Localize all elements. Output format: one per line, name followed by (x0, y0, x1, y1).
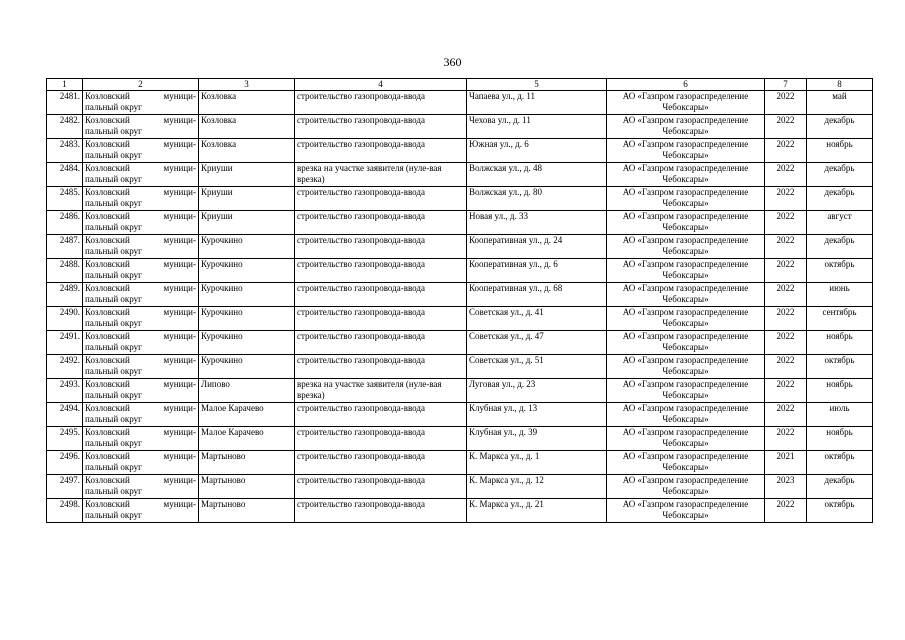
year-cell: 2022 (765, 235, 807, 259)
locality-cell: Криуши (199, 211, 295, 235)
locality-cell: Мартыново (199, 499, 295, 523)
work-type-cell: строительство газопровода-ввода (295, 331, 467, 355)
organization-cell: АО «Газпром газораспределение Чебоксары» (607, 475, 765, 499)
district-cell: Козловский муници-пальный округ (83, 211, 199, 235)
row-number: 2483. (47, 139, 83, 163)
row-number: 2489. (47, 283, 83, 307)
column-header-7: 7 (765, 79, 807, 91)
address-cell: К. Маркса ул., д. 21 (467, 499, 607, 523)
district-cell: Козловский муници-пальный округ (83, 331, 199, 355)
row-number: 2497. (47, 475, 83, 499)
locality-cell: Малое Карачево (199, 427, 295, 451)
address-cell: Луговая ул., д. 23 (467, 379, 607, 403)
organization-cell: АО «Газпром газораспределение Чебоксары» (607, 91, 765, 115)
table-body (47, 91, 873, 523)
row-number: 2488. (47, 259, 83, 283)
locality-cell: Козловка (199, 91, 295, 115)
district-cell: Козловский муници-пальный округ (83, 307, 199, 331)
organization-cell: АО «Газпром газораспределение Чебоксары» (607, 379, 765, 403)
table-row (47, 211, 873, 235)
work-type-cell: строительство газопровода-ввода (295, 211, 467, 235)
row-number: 2482. (47, 115, 83, 139)
work-type-cell: строительство газопровода-ввода (295, 451, 467, 475)
district-cell: Козловский муници-пальный округ (83, 115, 199, 139)
address-cell: Советская ул., д. 47 (467, 331, 607, 355)
year-cell: 2022 (765, 139, 807, 163)
address-cell: Кооперативная ул., д. 24 (467, 235, 607, 259)
district-cell: Козловский муници-пальный округ (83, 139, 199, 163)
address-cell: Кооперативная ул., д. 6 (467, 259, 607, 283)
work-type-cell: строительство газопровода-ввода (295, 235, 467, 259)
table-row (47, 115, 873, 139)
locality-cell: Малое Карачево (199, 403, 295, 427)
column-header-3: 3 (199, 79, 295, 91)
locality-cell: Козловка (199, 139, 295, 163)
month-cell: ноябрь (807, 139, 873, 163)
address-cell: Советская ул., д. 51 (467, 355, 607, 379)
work-type-cell: строительство газопровода-ввода (295, 499, 467, 523)
organization-cell: АО «Газпром газораспределение Чебоксары» (607, 187, 765, 211)
work-type-cell: строительство газопровода-ввода (295, 403, 467, 427)
year-cell: 2022 (765, 499, 807, 523)
table-row (47, 187, 873, 211)
column-header-1: 1 (47, 79, 83, 91)
organization-cell: АО «Газпром газораспределение Чебоксары» (607, 499, 765, 523)
work-type-cell: строительство газопровода-ввода (295, 355, 467, 379)
district-cell: Козловский муници-пальный округ (83, 283, 199, 307)
year-cell: 2022 (765, 379, 807, 403)
locality-cell: Криуши (199, 187, 295, 211)
work-type-cell: строительство газопровода-ввода (295, 259, 467, 283)
header-row (47, 79, 873, 91)
table-header (47, 79, 873, 91)
month-cell: ноябрь (807, 331, 873, 355)
row-number: 2493. (47, 379, 83, 403)
district-cell: Козловский муници-пальный округ (83, 355, 199, 379)
work-type-cell: строительство газопровода-ввода (295, 187, 467, 211)
row-number: 2486. (47, 211, 83, 235)
column-header-5: 5 (467, 79, 607, 91)
row-number: 2481. (47, 91, 83, 115)
work-type-cell: строительство газопровода-ввода (295, 475, 467, 499)
month-cell: октябрь (807, 451, 873, 475)
table-row (47, 283, 873, 307)
work-type-cell: строительство газопровода-ввода (295, 283, 467, 307)
locality-cell: Мартыново (199, 475, 295, 499)
table-row (47, 403, 873, 427)
table-row (47, 427, 873, 451)
month-cell: июнь (807, 283, 873, 307)
organization-cell: АО «Газпром газораспределение Чебоксары» (607, 139, 765, 163)
year-cell: 2022 (765, 283, 807, 307)
year-cell: 2022 (765, 115, 807, 139)
table-row (47, 259, 873, 283)
organization-cell: АО «Газпром газораспределение Чебоксары» (607, 283, 765, 307)
month-cell: ноябрь (807, 427, 873, 451)
organization-cell: АО «Газпром газораспределение Чебоксары» (607, 259, 765, 283)
month-cell: октябрь (807, 499, 873, 523)
month-cell: июль (807, 403, 873, 427)
organization-cell: АО «Газпром газораспределение Чебоксары» (607, 115, 765, 139)
year-cell: 2022 (765, 331, 807, 355)
locality-cell: Мартыново (199, 451, 295, 475)
address-cell: Кооперативная ул., д. 68 (467, 283, 607, 307)
locality-cell: Курочкино (199, 307, 295, 331)
work-type-cell: строительство газопровода-ввода (295, 91, 467, 115)
month-cell: декабрь (807, 163, 873, 187)
work-type-cell: врезка на участке заявителя (нуле-вая врезка) (295, 379, 467, 403)
year-cell: 2022 (765, 403, 807, 427)
locality-cell: Курочкино (199, 355, 295, 379)
district-cell: Козловский муници-пальный округ (83, 379, 199, 403)
month-cell: декабрь (807, 235, 873, 259)
work-type-cell: строительство газопровода-ввода (295, 307, 467, 331)
row-number: 2498. (47, 499, 83, 523)
address-cell: Клубная ул., д. 39 (467, 427, 607, 451)
locality-cell: Липово (199, 379, 295, 403)
year-cell: 2022 (765, 163, 807, 187)
table-row (47, 475, 873, 499)
district-cell: Козловский муници-пальный округ (83, 163, 199, 187)
address-cell: Волжская ул., д. 80 (467, 187, 607, 211)
address-cell: К. Маркса ул., д. 12 (467, 475, 607, 499)
work-type-cell: врезка на участке заявителя (нуле-вая врезка) (295, 163, 467, 187)
district-cell: Козловский муници-пальный округ (83, 187, 199, 211)
gasification-registry-table (46, 78, 873, 523)
month-cell: сентябрь (807, 307, 873, 331)
work-type-cell: строительство газопровода-ввода (295, 139, 467, 163)
year-cell: 2022 (765, 187, 807, 211)
table-row (47, 235, 873, 259)
year-cell: 2022 (765, 91, 807, 115)
organization-cell: АО «Газпром газораспределение Чебоксары» (607, 307, 765, 331)
month-cell: декабрь (807, 475, 873, 499)
district-cell: Козловский муници-пальный округ (83, 451, 199, 475)
row-number: 2485. (47, 187, 83, 211)
month-cell: май (807, 91, 873, 115)
table-row (47, 379, 873, 403)
column-header-2: 2 (83, 79, 199, 91)
year-cell: 2021 (765, 451, 807, 475)
district-cell: Козловский муници-пальный округ (83, 499, 199, 523)
table-row (47, 91, 873, 115)
address-cell: Клубная ул., д. 13 (467, 403, 607, 427)
year-cell: 2022 (765, 355, 807, 379)
year-cell: 2022 (765, 211, 807, 235)
year-cell: 2022 (765, 259, 807, 283)
district-cell: Козловский муници-пальный округ (83, 475, 199, 499)
month-cell: декабрь (807, 187, 873, 211)
table-row (47, 163, 873, 187)
page-number: 360 (443, 55, 462, 69)
table-row (47, 307, 873, 331)
table-row (47, 451, 873, 475)
row-number: 2492. (47, 355, 83, 379)
locality-cell: Криуши (199, 163, 295, 187)
address-cell: Новая ул., д. 33 (467, 211, 607, 235)
organization-cell: АО «Газпром газораспределение Чебоксары» (607, 403, 765, 427)
table-row (47, 331, 873, 355)
locality-cell: Курочкино (199, 235, 295, 259)
organization-cell: АО «Газпром газораспределение Чебоксары» (607, 163, 765, 187)
district-cell: Козловский муници-пальный округ (83, 235, 199, 259)
column-header-8: 8 (807, 79, 873, 91)
locality-cell: Курочкино (199, 283, 295, 307)
district-cell: Козловский муници-пальный округ (83, 403, 199, 427)
work-type-cell: строительство газопровода-ввода (295, 427, 467, 451)
organization-cell: АО «Газпром газораспределение Чебоксары» (607, 427, 765, 451)
organization-cell: АО «Газпром газораспределение Чебоксары» (607, 235, 765, 259)
row-number: 2487. (47, 235, 83, 259)
row-number: 2490. (47, 307, 83, 331)
address-cell: Чапаева ул., д. 11 (467, 91, 607, 115)
column-header-4: 4 (295, 79, 467, 91)
row-number: 2495. (47, 427, 83, 451)
table-row (47, 355, 873, 379)
row-number: 2484. (47, 163, 83, 187)
address-cell: К. Маркса ул., д. 1 (467, 451, 607, 475)
district-cell: Козловский муници-пальный округ (83, 91, 199, 115)
address-cell: Южная ул., д. 6 (467, 139, 607, 163)
address-cell: Чехова ул., д. 11 (467, 115, 607, 139)
month-cell: октябрь (807, 355, 873, 379)
locality-cell: Курочкино (199, 259, 295, 283)
month-cell: декабрь (807, 115, 873, 139)
organization-cell: АО «Газпром газораспределение Чебоксары» (607, 211, 765, 235)
address-cell: Советская ул., д. 41 (467, 307, 607, 331)
year-cell: 2023 (765, 475, 807, 499)
table-row (47, 139, 873, 163)
district-cell: Козловский муници-пальный округ (83, 427, 199, 451)
district-cell: Козловский муници-пальный округ (83, 259, 199, 283)
address-cell: Волжская ул., д. 48 (467, 163, 607, 187)
row-number: 2491. (47, 331, 83, 355)
work-type-cell: строительство газопровода-ввода (295, 115, 467, 139)
locality-cell: Курочкино (199, 331, 295, 355)
row-number: 2496. (47, 451, 83, 475)
year-cell: 2022 (765, 427, 807, 451)
organization-cell: АО «Газпром газораспределение Чебоксары» (607, 331, 765, 355)
month-cell: ноябрь (807, 379, 873, 403)
month-cell: август (807, 211, 873, 235)
organization-cell: АО «Газпром газораспределение Чебоксары» (607, 451, 765, 475)
organization-cell: АО «Газпром газораспределение Чебоксары» (607, 355, 765, 379)
row-number: 2494. (47, 403, 83, 427)
column-header-6: 6 (607, 79, 765, 91)
locality-cell: Козловка (199, 115, 295, 139)
month-cell: октябрь (807, 259, 873, 283)
year-cell: 2022 (765, 307, 807, 331)
table-row (47, 499, 873, 523)
